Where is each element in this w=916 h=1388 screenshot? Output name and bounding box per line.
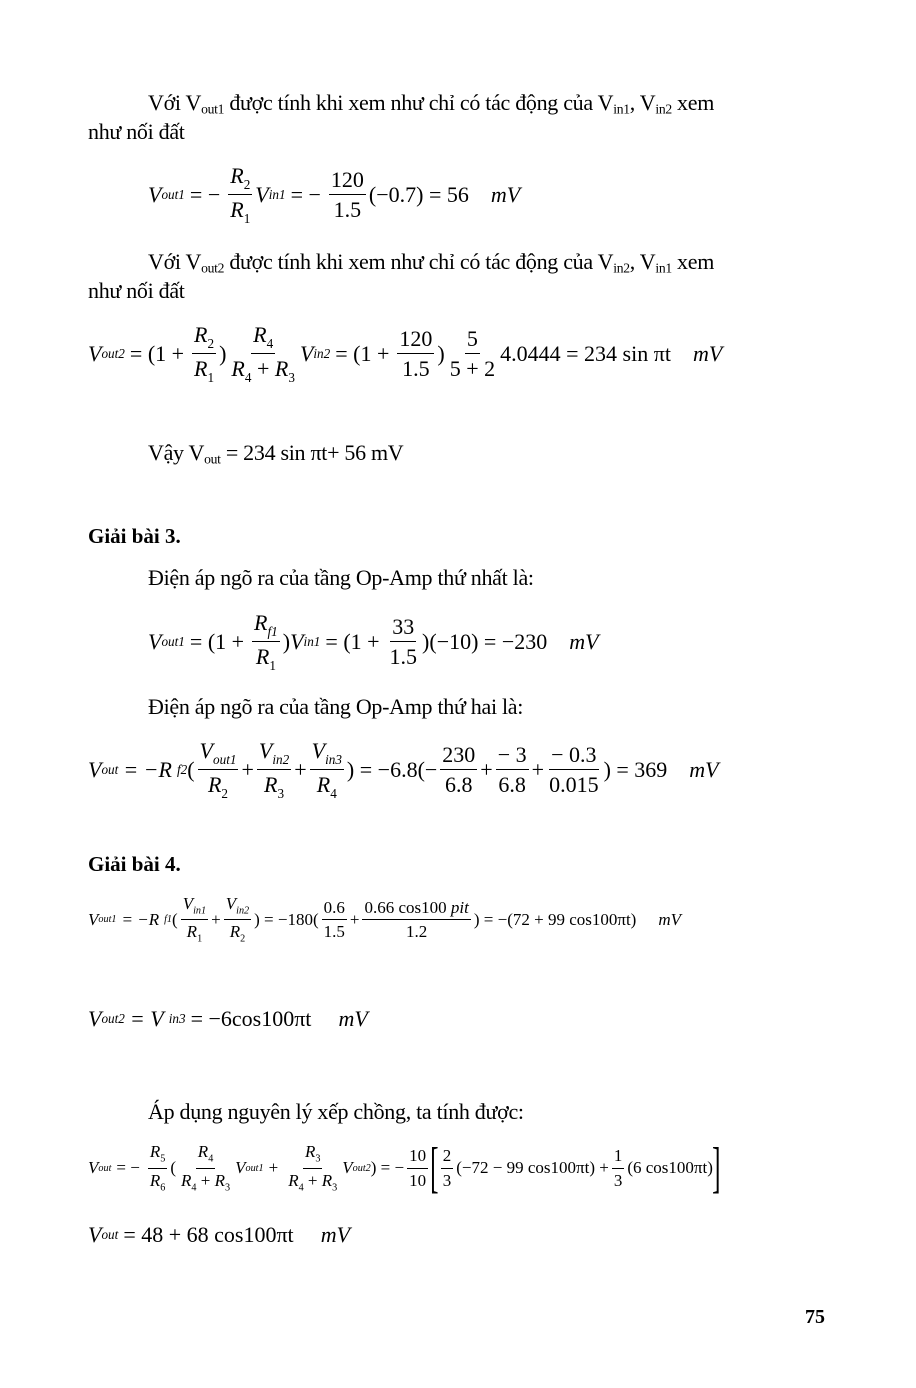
fraction bbox=[229, 322, 297, 385]
var: R bbox=[149, 1170, 161, 1190]
numerator: − 3 bbox=[496, 742, 529, 770]
paragraph-vout2-intro-line2: như nối đất bbox=[88, 278, 185, 303]
var: V bbox=[255, 181, 269, 207]
subscript: out2 bbox=[101, 1011, 125, 1026]
paragraph-vout1-intro-line2: như nối đất bbox=[88, 119, 185, 144]
subscript: out1 bbox=[161, 186, 185, 202]
subscript: out bbox=[101, 1227, 119, 1242]
var: V bbox=[88, 1222, 102, 1247]
var: V bbox=[88, 756, 102, 782]
unit: mV bbox=[692, 340, 723, 366]
var: R bbox=[207, 772, 222, 798]
var: R bbox=[186, 922, 198, 942]
text: Với V bbox=[148, 249, 202, 274]
var: V bbox=[199, 738, 213, 763]
var: R bbox=[230, 197, 244, 223]
expression: ) = −180( bbox=[254, 909, 319, 929]
operator: = (1 + bbox=[189, 628, 245, 654]
equation-bai3-vout1 bbox=[148, 610, 599, 673]
var: V bbox=[342, 1158, 353, 1177]
subscript: 1 bbox=[197, 933, 203, 945]
subscript: f2 bbox=[176, 761, 188, 777]
operator: = (1 + bbox=[325, 628, 380, 654]
paragraph-vout1-intro bbox=[148, 90, 714, 117]
var: R bbox=[149, 1142, 161, 1162]
denominator: 3 bbox=[442, 1170, 452, 1190]
var: R bbox=[231, 356, 245, 382]
expression: 4.0444 = 234 sin πt bbox=[500, 340, 671, 366]
subscript: 4 bbox=[191, 1182, 197, 1194]
expression: ) = − bbox=[370, 1158, 405, 1177]
paren: ) bbox=[437, 340, 445, 366]
subscript: in1 bbox=[655, 260, 672, 276]
paragraph-superposition: Áp dụng nguyên lý xếp chồng, ta tính được: bbox=[148, 1099, 524, 1124]
operator: = − bbox=[189, 181, 221, 207]
subscript: in1 bbox=[303, 633, 321, 649]
fraction bbox=[407, 1146, 428, 1190]
subscript: out1 bbox=[161, 633, 185, 649]
fraction bbox=[252, 610, 280, 673]
var: V bbox=[182, 894, 194, 913]
fraction bbox=[148, 1142, 167, 1194]
var: V bbox=[88, 909, 99, 929]
var: R bbox=[194, 322, 208, 347]
denominator: 1.5 bbox=[402, 356, 430, 382]
numerator: 10 bbox=[407, 1146, 428, 1169]
var: R bbox=[194, 356, 208, 382]
var: R bbox=[274, 356, 289, 382]
subscript: 1 bbox=[269, 658, 276, 674]
fraction bbox=[322, 898, 347, 942]
var: R bbox=[229, 922, 241, 942]
fraction bbox=[362, 898, 470, 942]
paren: ( bbox=[170, 1158, 177, 1177]
denominator: 5 + 2 bbox=[449, 356, 496, 382]
subscript: out1 bbox=[201, 101, 225, 117]
equation-bai4-vout1: V out1 = −R f1 ( $\frac{V_{in1}}{R_1}$ + $\frac{V_{in2}}{R_2}$ ) = −180( $\frac{0.6}{1.5}$ + $\frac{\text{0.66 cos100 pit}}{1.2}$ ) = −(72 + 99 cos100πt) mV bbox=[88, 894, 681, 945]
numerator: 2 bbox=[441, 1146, 454, 1169]
paragraph-opamp2: Điện áp ngõ ra của tầng Op-Amp thứ hai là: bbox=[148, 694, 524, 719]
operator: + bbox=[268, 1158, 279, 1177]
subscript: out2 bbox=[352, 1162, 371, 1174]
unit: mV bbox=[320, 1222, 351, 1247]
expression: (−0.7) = 56 bbox=[368, 181, 469, 207]
unit: mV bbox=[338, 1006, 368, 1031]
fraction bbox=[224, 894, 251, 946]
subscript: 6 bbox=[160, 1182, 166, 1194]
fraction bbox=[228, 163, 252, 226]
fraction bbox=[496, 742, 529, 798]
left-bracket: [ bbox=[430, 1137, 439, 1199]
fraction bbox=[441, 1146, 454, 1190]
operator: = V bbox=[129, 1006, 164, 1031]
subscript: out2 bbox=[201, 260, 225, 276]
operator: = (1 + bbox=[335, 340, 390, 366]
unit: mV bbox=[658, 909, 681, 929]
var: V bbox=[258, 738, 273, 763]
text: , V bbox=[629, 249, 656, 274]
subscript: in3 bbox=[325, 751, 342, 767]
denominator: 1.5 bbox=[389, 644, 418, 670]
text: Với V bbox=[148, 90, 202, 115]
equation-bai4-vout2 bbox=[88, 1006, 368, 1032]
subscript: 2 bbox=[243, 176, 251, 192]
fraction bbox=[547, 742, 601, 798]
text: xem bbox=[671, 90, 715, 115]
var: V bbox=[311, 738, 326, 763]
fraction bbox=[329, 167, 366, 223]
paragraph-vout2-intro bbox=[148, 249, 714, 276]
equation-bai3-vout: V out = −R f2 ( $\frac{V_{out1}}{R_2}$ + $\frac{V_{in2}}{R_3}$ + $\frac{V_{in3}}{R_4}$ ) = −6.8(− $\frac{230}{6.8}$ + $\frac{- 3}{6.8}$ + $\frac{- 0.3}{0.015}$ ) = 369 mV bbox=[88, 738, 719, 802]
expression: ) = −(72 + 99 cos100πt) bbox=[473, 909, 637, 929]
fraction bbox=[257, 738, 291, 801]
subscript: 5 bbox=[160, 1153, 166, 1165]
fraction bbox=[192, 322, 216, 385]
var: R bbox=[253, 322, 267, 347]
fraction bbox=[612, 1146, 625, 1190]
subscript: 4 bbox=[330, 786, 337, 802]
fraction bbox=[397, 326, 434, 382]
operator: = (1 + bbox=[129, 340, 185, 366]
subscript: 1 bbox=[243, 211, 251, 227]
paragraph-opamp1: Điện áp ngõ ra của tầng Op-Amp thứ nhất là: bbox=[148, 565, 534, 590]
var: V bbox=[148, 181, 162, 207]
subscript: 1 bbox=[207, 370, 215, 386]
subscript: in1 bbox=[613, 101, 630, 117]
numerator: 5 bbox=[465, 326, 480, 354]
numerator: 1 bbox=[612, 1146, 625, 1169]
paren: ( bbox=[187, 756, 195, 782]
denominator: 10 bbox=[409, 1170, 427, 1190]
paren: ) bbox=[219, 340, 227, 366]
var: V bbox=[225, 894, 237, 913]
numerator: 120 bbox=[329, 167, 366, 195]
fraction: $\frac{R_3}{R_4 + R_3}$ bbox=[288, 1142, 338, 1194]
var: pit bbox=[450, 897, 469, 917]
var: R bbox=[197, 1142, 209, 1162]
operator: = −R bbox=[121, 909, 160, 929]
text: Vậy V bbox=[148, 440, 205, 465]
numerator: 230 bbox=[440, 742, 477, 770]
fraction bbox=[440, 742, 477, 798]
var: R bbox=[288, 1170, 299, 1190]
subscript: 2 bbox=[221, 786, 229, 802]
var: R bbox=[214, 1170, 225, 1190]
expression: ) = 369 bbox=[603, 756, 668, 782]
fraction bbox=[388, 614, 420, 670]
subscript: out bbox=[98, 1162, 112, 1174]
var: V bbox=[235, 1158, 246, 1177]
subscript: f1 bbox=[267, 623, 278, 639]
expression: = 48 + 68 cos100πt bbox=[123, 1222, 294, 1247]
var: R bbox=[316, 772, 331, 798]
var: V bbox=[290, 628, 304, 654]
text: xem bbox=[671, 249, 715, 274]
subscript: 4 bbox=[266, 335, 274, 351]
operator: + bbox=[251, 356, 275, 382]
var: V bbox=[148, 628, 162, 654]
summary-vout bbox=[148, 440, 403, 467]
equation-vout1 bbox=[148, 163, 520, 226]
subscript: 3 bbox=[277, 786, 285, 802]
page-number: 75 bbox=[805, 1306, 825, 1328]
var: V bbox=[88, 1158, 99, 1177]
paren: ( bbox=[172, 909, 178, 929]
unit: mV bbox=[689, 756, 719, 782]
subscript: 3 bbox=[224, 1182, 231, 1194]
fraction bbox=[181, 894, 208, 946]
denominator: 1.5 bbox=[323, 922, 345, 942]
subscript: in3 bbox=[168, 1011, 186, 1026]
fraction bbox=[448, 326, 497, 382]
var: V bbox=[88, 340, 102, 366]
subscript: 3 bbox=[315, 1153, 321, 1165]
denominator: 3 bbox=[613, 1170, 623, 1190]
subscript: out bbox=[101, 761, 119, 777]
unit: mV bbox=[490, 181, 521, 207]
var: R bbox=[264, 772, 278, 798]
subscript: 4 bbox=[208, 1153, 214, 1165]
subscript: in1 bbox=[193, 905, 207, 917]
expression: (6 cos100πt) bbox=[627, 1158, 713, 1177]
denominator: 1.2 bbox=[406, 922, 428, 942]
fraction bbox=[310, 738, 344, 801]
numerator: 0.6 bbox=[322, 898, 347, 921]
heading-bai-4: Giải bài 4. bbox=[88, 852, 181, 876]
subscript: 3 bbox=[332, 1182, 338, 1194]
subscript: in2 bbox=[655, 101, 672, 117]
subscript: out1 bbox=[245, 1162, 264, 1174]
equation-bai4-vout-superposition bbox=[88, 1137, 721, 1199]
text: , V bbox=[629, 90, 656, 115]
right-bracket: ] bbox=[712, 1137, 721, 1199]
var: V bbox=[299, 340, 314, 366]
denominator: 6.8 bbox=[445, 772, 473, 798]
expression: ) = −6.8(− bbox=[346, 756, 438, 782]
operator: = − bbox=[116, 1158, 140, 1177]
subscript: in2 bbox=[272, 751, 290, 767]
subscript: out bbox=[204, 451, 221, 467]
fraction bbox=[198, 738, 239, 801]
expression: (−72 − 99 cos100πt) + bbox=[456, 1158, 609, 1177]
var: R bbox=[304, 1142, 316, 1162]
numerator: 120 bbox=[397, 326, 434, 354]
equation-bai4-vout-final bbox=[88, 1222, 350, 1248]
var: R bbox=[255, 644, 270, 670]
var: R bbox=[230, 163, 244, 188]
subscript: out1 bbox=[98, 914, 117, 926]
subscript: 3 bbox=[288, 370, 295, 386]
equation-vout2 bbox=[88, 322, 722, 385]
var: R bbox=[254, 610, 268, 635]
operator: = − bbox=[290, 181, 321, 207]
subscript: in1 bbox=[268, 186, 286, 202]
subscript: in2 bbox=[613, 260, 630, 276]
subscript: in2 bbox=[313, 345, 331, 361]
expression: )(−10) = −230 bbox=[422, 628, 548, 654]
var: R bbox=[321, 1170, 333, 1190]
subscript: 2 bbox=[240, 933, 246, 945]
subscript: 4 bbox=[298, 1182, 304, 1194]
numerator: 33 bbox=[390, 614, 416, 642]
var: V bbox=[88, 1006, 102, 1031]
text: = 234 sin πt+ 56 mV bbox=[220, 440, 404, 465]
subscript: out1 bbox=[213, 751, 237, 767]
unit: mV bbox=[569, 628, 599, 654]
subscript: f1 bbox=[164, 914, 173, 926]
denominator: 0.015 bbox=[549, 772, 599, 798]
subscript: 4 bbox=[244, 370, 252, 386]
expression: = −6cos100πt bbox=[190, 1006, 312, 1031]
denominator: 6.8 bbox=[498, 772, 526, 798]
numerator: − 0.3 bbox=[549, 742, 598, 770]
operator: = −R bbox=[123, 756, 172, 782]
text: 0.66 cos100 bbox=[364, 897, 451, 917]
heading-bai-3: Giải bài 3. bbox=[88, 524, 181, 548]
text: được tính khi xem như chỉ có tác động của V bbox=[224, 90, 614, 115]
subscript: out2 bbox=[101, 345, 125, 361]
subscript: 2 bbox=[207, 335, 215, 351]
text: được tính khi xem như chỉ có tác động của V bbox=[224, 249, 614, 274]
fraction: $\frac{R_4}{R_4 + R_3}$ bbox=[181, 1142, 231, 1194]
subscript: in2 bbox=[236, 905, 250, 917]
denominator: 1.5 bbox=[333, 197, 362, 223]
var: R bbox=[181, 1170, 192, 1190]
paren: ) bbox=[282, 628, 291, 654]
